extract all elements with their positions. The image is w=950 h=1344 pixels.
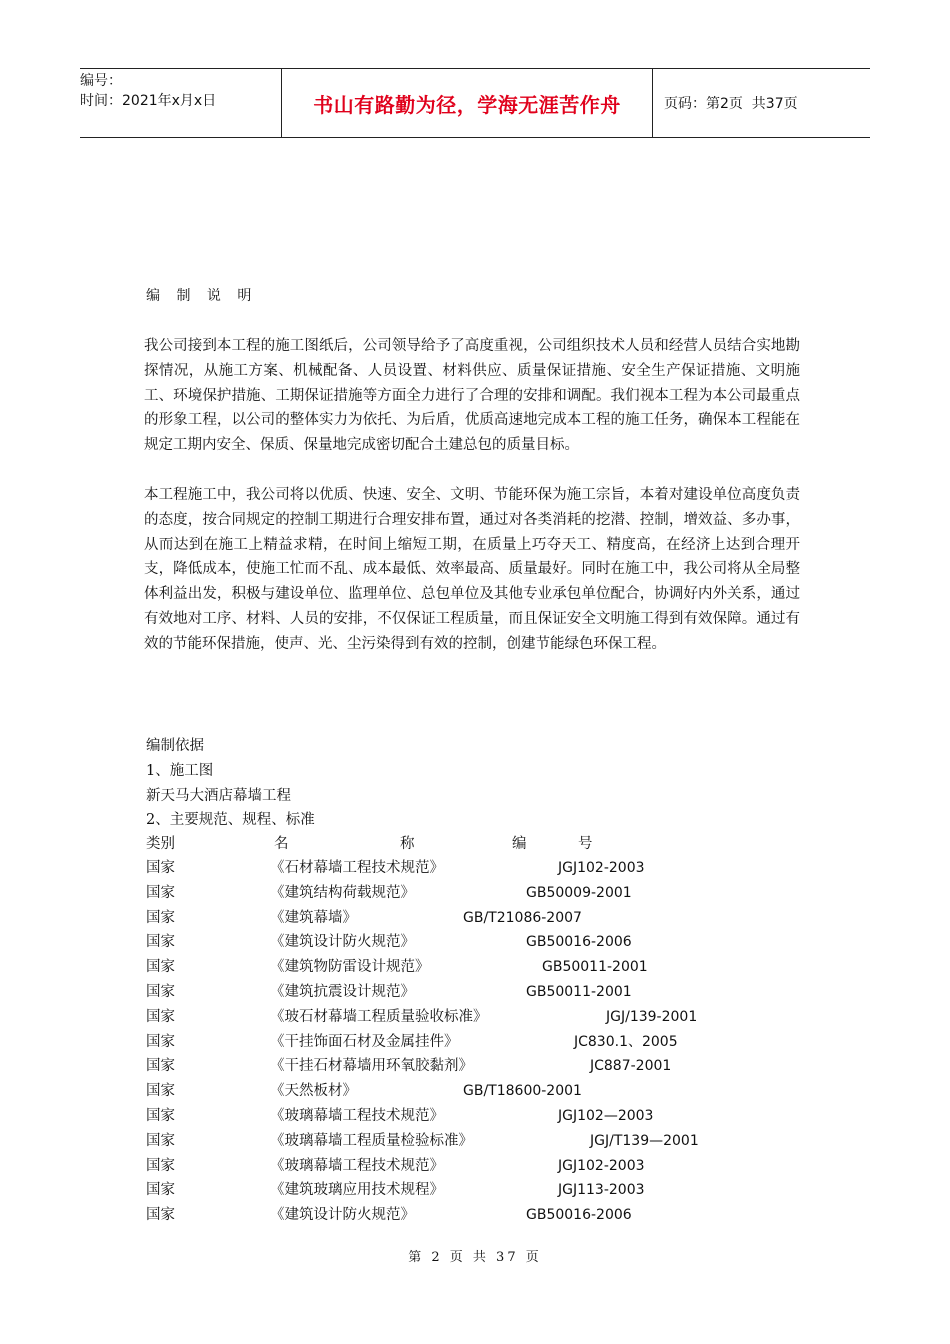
time-label: 时间：2021年x月x日	[80, 93, 217, 109]
page-header	[80, 68, 870, 138]
project-name: 新天马大酒店幕墙工程	[146, 787, 291, 804]
row-name: 《玻璃幕墙工程技术规范》	[270, 1107, 444, 1124]
intro-paragraph-2: 本工程施工中，我公司将以优质、快速、安全、文明、节能环保为施工宗旨，本着对建设单位高度负责的态度，按合同规定的控制工期进行合理安排布置，通过对各类消耗的挖潜、控制，增效益、多办事，从而达到在施工上精益求精，在时间上缩短工期，在质量上巧夺天工、精度高，在经济上达到合理开支，降低成本，使施工忙而不乱、成本最低、效率最高、质量最好。同时在施工中，我公司将从全局整体利益出发，积极与建设单位、监理单位、总包单位及其他专业承包单位配合，协调好内外关系，通过有效地对工序、材料、人员的安排，不仅保证工程质量，而且保证安全文明施工得到有效保障。通过有效的节能环保措施，使声、光、尘污染得到有效的控制，创建节能绿色环保工程。	[144, 487, 800, 652]
section-title: 编 制 说 明	[146, 288, 258, 304]
row-code: GB50016-2006	[526, 1207, 632, 1224]
row-name: 《建筑抗震设计规范》	[270, 983, 415, 1000]
row-category: 国家	[146, 1182, 175, 1199]
row-name: 《建筑幕墙》	[270, 909, 357, 926]
row-category: 国家	[146, 1083, 175, 1100]
table-row	[146, 1178, 846, 1203]
page-info-text: 页码：第2页 共37页	[664, 96, 798, 112]
row-name: 《建筑结构荷载规范》	[270, 884, 415, 901]
row-code: GB50011-2001	[526, 983, 632, 1000]
row-category: 国家	[146, 934, 175, 951]
table-row	[146, 1203, 846, 1228]
row-category: 国家	[146, 1207, 175, 1224]
table-row	[146, 1154, 846, 1179]
row-category: 国家	[146, 1033, 175, 1050]
row-category: 国家	[146, 959, 175, 976]
table-row	[146, 930, 846, 955]
row-code: GB50011-2001	[542, 959, 648, 976]
table-row	[146, 1005, 846, 1030]
row-name: 《玻璃幕墙工程技术规范》	[270, 1157, 444, 1174]
row-code: JC830.1、2005	[574, 1033, 678, 1050]
row-name: 《石材幕墙工程技术规范》	[270, 860, 444, 876]
table-row	[146, 980, 846, 1005]
row-code: GB/T21086-2007	[463, 909, 582, 926]
basis-title: 编制依据	[146, 738, 204, 754]
row-code: GB50016-2006	[526, 934, 632, 951]
row-name: 《建筑玻璃应用技术规程》	[270, 1182, 444, 1199]
row-code: JGJ/139-2001	[606, 1008, 698, 1025]
row-name: 《天然板材》	[270, 1083, 357, 1100]
header-name-2: 称	[400, 836, 415, 852]
header-code-1: 编	[512, 836, 527, 852]
row-category: 国家	[146, 983, 175, 1000]
basis-item-1: 1、施工图	[146, 762, 214, 779]
table-row	[146, 1104, 846, 1129]
row-name: 《干挂饰面石材及金属挂件》	[270, 1033, 459, 1050]
table-row	[146, 1054, 846, 1079]
table-row	[146, 1030, 846, 1055]
table-row	[146, 1129, 846, 1154]
standards-table	[146, 856, 846, 1228]
header-code-2: 号	[578, 836, 593, 852]
row-category: 国家	[146, 1058, 175, 1075]
row-code: GB50009-2001	[526, 884, 632, 901]
table-row	[146, 906, 846, 931]
row-code: JGJ/T139—2001	[590, 1132, 699, 1149]
row-category: 国家	[146, 909, 175, 926]
row-name: 《建筑设计防火规范》	[270, 934, 415, 951]
row-category: 国家	[146, 1157, 175, 1174]
header-left-cell	[80, 69, 280, 139]
row-category: 国家	[146, 1107, 175, 1124]
page-footer: 第 2 页 共 37 页	[408, 1250, 542, 1265]
row-code: JGJ102-2003	[558, 1157, 645, 1174]
row-code: JGJ102—2003	[558, 1107, 654, 1124]
table-row	[146, 1079, 846, 1104]
header-motto: 书山有路勤为径，学海无涯苦作舟	[281, 69, 653, 137]
row-code: JC887-2001	[590, 1058, 672, 1075]
row-code: JGJ113-2003	[558, 1182, 645, 1199]
header-page-info	[664, 69, 870, 137]
table-row	[146, 955, 846, 980]
row-code: JGJ102-2003	[558, 860, 645, 876]
header-name-1: 名	[274, 836, 289, 852]
row-category: 国家	[146, 1132, 175, 1149]
table-row	[146, 856, 846, 881]
table-row	[146, 881, 846, 906]
intro-paragraph-1: 我公司接到本工程的施工图纸后，公司领导给予了高度重视，公司组织技术人员和经营人员结合实地勘探情况，从施工方案、机械配备、人员设置、材料供应、质量保证措施、安全生产保证措施、文明施工、环境保护措施、工期保证措施等方面全力进行了合理的安排和调配。我们视本工程为本公司最重点的形象工程，以公司的整体实力为依托、为后盾，优质高速地完成本工程的施工任务，确保本工程能在规定工期内安全、保质、保量地完成密切配合土建总包的质量目标。	[144, 338, 800, 454]
row-category: 国家	[146, 1008, 175, 1025]
row-category: 国家	[146, 884, 175, 901]
row-name: 《建筑物防雷设计规范》	[270, 959, 430, 976]
row-name: 《玻石材幕墙工程质量验收标准》	[270, 1008, 488, 1025]
row-category: 国家	[146, 860, 175, 876]
basis-item-2: 2、主要规范、规程、标准	[146, 812, 315, 829]
row-code: GB/T18600-2001	[463, 1083, 582, 1100]
row-name: 《玻璃幕墙工程质量检验标准》	[270, 1132, 473, 1149]
basis-section	[146, 734, 315, 833]
number-label: 编号：	[80, 73, 122, 89]
header-category: 类别	[146, 836, 175, 852]
row-name: 《干挂石材幕墙用环氧胶黏剂》	[270, 1058, 473, 1075]
row-name: 《建筑设计防火规范》	[270, 1207, 415, 1224]
standards-table-header	[146, 832, 796, 856]
